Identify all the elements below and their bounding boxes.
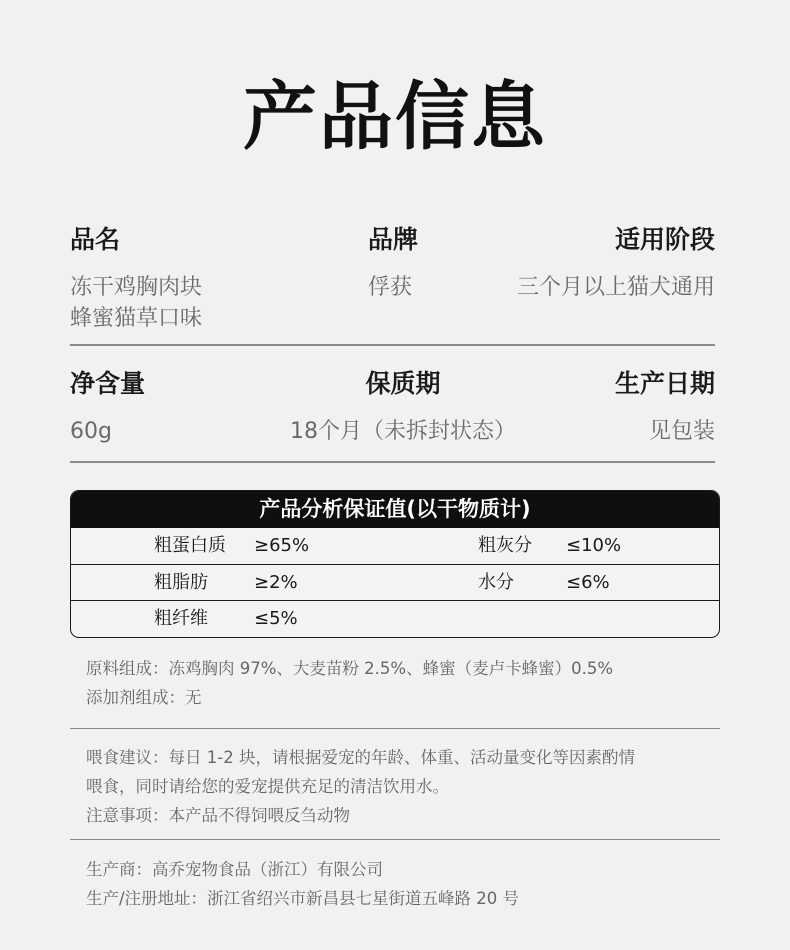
table-row bbox=[71, 600, 719, 636]
ingredients-section bbox=[86, 654, 726, 712]
divider bbox=[70, 728, 720, 729]
brand-block bbox=[368, 224, 418, 303]
manufacturer-section bbox=[86, 855, 726, 913]
stage-block bbox=[517, 224, 715, 303]
page-title: 产品信息 bbox=[243, 74, 547, 160]
additives-text: 添加剂组成：无 bbox=[86, 688, 202, 707]
nutrient-value: ≥2% bbox=[254, 572, 298, 593]
nutrient-value: ≤10% bbox=[566, 535, 622, 556]
product-name-label: 品名 bbox=[70, 225, 121, 254]
nutrient-name: 粗纤维 bbox=[154, 608, 208, 629]
nutrient-value: ≤6% bbox=[566, 572, 610, 593]
ingredients-text: 原料组成：冻鸡胸肉 97%、大麦苗粉 2.5%、蜂蜜（麦卢卡蜂蜜）0.5% bbox=[86, 659, 614, 678]
divider bbox=[70, 839, 720, 840]
net-weight-value: 60g bbox=[70, 419, 112, 444]
feeding-text-line-2: 喂食，同时请给您的爱宠提供充足的清洁饮用水。 bbox=[86, 777, 449, 796]
production-date-label: 生产日期 bbox=[614, 369, 715, 398]
nutrient-name: 粗脂肪 bbox=[154, 572, 208, 593]
feeding-section bbox=[86, 743, 726, 830]
shelf-life-value: 18个月（未拆封状态） bbox=[290, 419, 516, 444]
analysis-table bbox=[70, 490, 720, 638]
shelf-life-block bbox=[278, 368, 528, 447]
divider bbox=[70, 461, 715, 463]
table-row bbox=[71, 564, 719, 600]
shelf-life-label: 保质期 bbox=[365, 369, 441, 398]
net-weight-label: 净含量 bbox=[70, 369, 146, 398]
divider bbox=[70, 344, 715, 346]
address-text: 生产/注册地址：浙江省绍兴市新昌县七星街道五峰路 20 号 bbox=[86, 889, 520, 908]
stage-value: 三个月以上猫犬通用 bbox=[516, 275, 715, 300]
nutrient-name: 水分 bbox=[478, 572, 514, 593]
production-date-block bbox=[615, 368, 715, 447]
feeding-text-line-1: 喂食建议：每日 1-2 块，请根据爱宠的年龄、体重、活动量变化等因素酌情 bbox=[86, 748, 635, 767]
net-weight-block bbox=[70, 368, 145, 447]
product-name-value bbox=[70, 272, 202, 334]
nutrient-value: ≤5% bbox=[254, 608, 298, 629]
nutrient-name: 粗灰分 bbox=[478, 535, 532, 556]
product-name-block bbox=[70, 224, 202, 334]
production-date-value: 见包装 bbox=[648, 419, 715, 444]
nutrient-value: ≥65% bbox=[254, 535, 310, 556]
product-name-line-1: 冻干鸡胸肉块 bbox=[70, 275, 203, 300]
stage-label: 适用阶段 bbox=[614, 225, 715, 254]
table-row bbox=[71, 528, 719, 564]
manufacturer-text: 生产商：高乔宠物食品（浙江）有限公司 bbox=[86, 860, 383, 879]
caution-text: 注意事项：本产品不得饲喂反刍动物 bbox=[86, 806, 350, 825]
brand-value: 俘获 bbox=[368, 275, 413, 300]
brand-label: 品牌 bbox=[368, 225, 419, 254]
analysis-title: 产品分析保证值(以干物质计) bbox=[71, 491, 719, 528]
product-name-line-2: 蜂蜜猫草口味 bbox=[70, 306, 203, 331]
nutrient-name: 粗蛋白质 bbox=[154, 535, 226, 556]
